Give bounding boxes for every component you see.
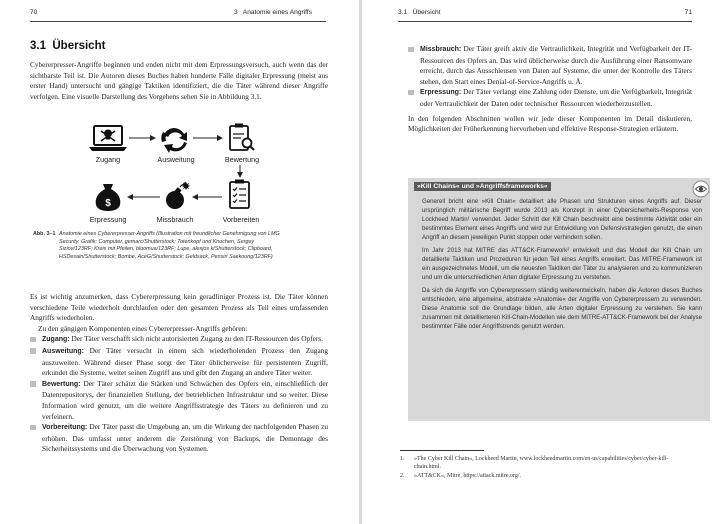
- bullet-text: Der Täter verlangt eine Zahlung oder Dienste, um die Verfügbarkeit, Integrität oder Vertraulichkeit der Daten oder technischer Ressourcen wiederherzustellen.: [420, 87, 693, 108]
- bullet-term: Zugang:: [42, 336, 70, 344]
- diagram-label-zugang: Zugang: [95, 155, 121, 164]
- bullet-item-erpressung: [408, 87, 692, 109]
- bullet-square-icon: [30, 348, 36, 354]
- info-box-title: »Kill Chains« und »Angriffsframeworks«: [414, 182, 551, 191]
- svg-text:$: $: [105, 198, 111, 209]
- footnote-text: »ATT&CK«, Mitre, https://attack.mitre.org/.: [414, 472, 522, 479]
- diagram-label-missbrauch: Missbrauch: [156, 215, 194, 224]
- info-box-paragraph: Im Jahr 2013 hat MITRE das ATT&CK-Framework² entwickelt und das Modell der Kill Chain um detaillierte Taktiken und Prozeduren für jeden Teil eines Angriffs erweitert. Das MITRE-Framework ist ein ausgezeichnetes Modell, um die neuesten Taktiken der Täter zu analysieren und zu kommunizieren und um die unterschiedlichen Arten digitaler Erpressung zu verstehen.: [422, 247, 702, 281]
- left-page: [0, 0, 359, 524]
- bullet-square-icon: [30, 381, 36, 387]
- paragraph: In den folgenden Abschnitten wollen wir jede dieser Komponenten im Detail diskutieren, Möglichkeiten der Früherkennung hervorheben und effektive Response-Strategien erläutern.: [408, 113, 692, 134]
- checklist-icon: [230, 180, 249, 209]
- diagram-label-erpressung: Erpressung: [89, 215, 127, 224]
- body-column-right-upper: [408, 44, 692, 135]
- bullet-term: Bewertung:: [42, 380, 81, 388]
- footnote-text: »The Cyber Kill Chain«, Lockheed Martin, www.lockheedmartin.com/en-us/capabilities/cyber/cyber-kill-chain.html.: [414, 456, 669, 471]
- figure-number: Abb. 3–1: [33, 231, 56, 237]
- footnote-number: 1.: [400, 456, 405, 462]
- bullet-text: Der Täter greift aktiv die Vertraulichkeit, Integrität und Verfügbarkeit der IT-Ressourcen des Opfers an. Das wird üblicherweise durch die Ausführung einer Ransomware erreicht, durch das Ausschleusen von Daten auf Systeme, die unter der Kontrolle des Täters stehen, den Start eines Denial-of-Service-Angriffs u. Ä.: [420, 44, 692, 86]
- page-number: 70: [30, 9, 38, 16]
- bullet-text: Der Täter passt die Umgebung an, um die Wirkung der nachfolgenden Phasen zu erhöhen. Das umfasst unter anderem die Zerstörung von Backups, die Demontage des Sicherheitssystems und die Überwachung von Systemen.: [42, 422, 328, 454]
- figure-caption: [33, 231, 293, 277]
- footnote: [400, 455, 690, 472]
- running-title: 3 Anatomie eines Angriffs: [234, 9, 312, 16]
- eye-icon: [692, 180, 710, 198]
- bullet-text: Der Täter versucht in einem sich wiederholenden Prozess den Zugang auszuweiten. Während dieser Phase sorgt der Täter üblicherweise für persistenten Zugriff, erkundet die Systeme, weitet seinen Zugriff aus und gibt den Zugang an andere Täter weiter.: [42, 345, 328, 378]
- footnotes: [400, 455, 690, 480]
- attack-anatomy-diagram: [80, 120, 280, 220]
- body-column-left-lower: [30, 292, 328, 455]
- info-box-paragraph: Generell bricht eine »Kill Chain« detailliert alle Phasen und Strukturen eines Angriffs auf. Dieser ursprünglich militärische Begriff wurde 2013 als Konzept in einer Cybersicherheits-Response von Lockheed Martin¹ verwendet. Jeder Schritt der Kill Chain beschreibt eine bestimmte Aktivität oder ein bestimmtes Element eines Angriffs und wird zur Entwicklung von Defensivstrategien genutzt, die einen Angriff an diesem jeweiligen Punkt stoppen oder verhindern sollen.: [422, 198, 702, 241]
- bullet-item-ausweitung: [30, 346, 328, 379]
- info-box: [408, 178, 710, 421]
- bullet-item-missbrauch: [408, 44, 692, 87]
- running-head-right: [398, 9, 692, 22]
- running-title: 3.1 Übersicht: [398, 9, 441, 16]
- footnote-rule: [400, 450, 484, 451]
- diagram-label-vorbereiten: Vorbereiten: [222, 215, 260, 224]
- bullet-square-icon: [408, 47, 414, 53]
- bullet-item-zugang: [30, 334, 328, 346]
- diagram-label-ausweitung: Ausweitung: [157, 155, 195, 164]
- bullet-term: Erpressung:: [420, 89, 462, 97]
- money-bag-icon: [96, 184, 121, 211]
- bullet-item-vorbereitung: [30, 422, 328, 455]
- bullet-square-icon: [30, 337, 36, 343]
- laptop-skull-icon: [89, 126, 127, 151]
- bullet-term: Missbrauch:: [420, 46, 462, 53]
- bullet-term: Vorbereitung:: [42, 424, 88, 432]
- clipboard-magnifier-icon: [230, 124, 254, 151]
- bullet-text: Der Täter schätzt die Stärken und Schwächen des Opfers ein, einschließlich der Datenrepositorys, der finanziellen Stellung, der betrieblichen Infrastruktur und so weiter. Diese Information wird genutzt, um die weitere Angriffsstrategie des Täters zu definieren und zu verfeinern.: [42, 378, 328, 421]
- intro-paragraph: Cybererpresser-Angriffe beginnen und enden nicht mit dem Erpressungsversuch, auch wenn das der sichtbarste Teil ist. Die Autoren dieses Buches haben hunderte Fälle digitaler Erpressung (meist aus erster Hand) untersucht und gängige Taktiken identifiziert, die die Täter während dieser Angriffe verfolgen. Eine visuelle Darstellung des Vorgehens sehen Sie in Abbildung 3.1.: [30, 60, 328, 101]
- footnote: [400, 472, 690, 480]
- running-head-left: [30, 9, 326, 22]
- paragraph: Es ist wichtig anzumerken, dass Cybererpressung kein geradliniger Prozess ist. Die Täter können verschiedene Teile wiederholt durchlaufen oder den gesamten Prozess als Teil eines umfassenden Angriffs wiederholen.: [30, 292, 328, 323]
- paragraph: Zu den gängigen Komponenten eines Cybererpresser-Angriffs gehören:: [38, 323, 248, 333]
- info-box-paragraph: Da sich die Angriffe von Cybererpressern ständig weiterentwickeln, haben die Autoren dieses Buches entschieden, eine allgemeine, abstrakte »Anatomie« der Angriffe von Cybererpressern zu verwenden. Diese Anatomie soll die Grundlage bilden, alle Arten digitaler Erpressung zu verstehen. Sie kann zusammen mit detaillierteren Kill-Chain-Modellen wie dem MITRE-ATT&CK-Framework bei der Analyse bestimmter Fälle oder Angriffstrends genutzt werden.: [422, 287, 702, 330]
- bullet-square-icon: [30, 425, 36, 431]
- recycle-arrows-icon: [161, 128, 187, 153]
- footnote-number: 2.: [400, 472, 405, 479]
- right-page: [362, 0, 720, 524]
- diagram-label-bewertung: Bewertung: [224, 155, 260, 164]
- bomb-icon: [166, 182, 190, 209]
- bullet-term: Ausweitung:: [42, 347, 84, 355]
- page-number: 71: [684, 9, 692, 16]
- info-box-content: [422, 198, 702, 336]
- bullet-item-bewertung: [30, 379, 328, 422]
- figure-caption-text: Anatomie eines Cybererpresser-Angriffs (Illustration mit freundlicher Genehmigung von LMG Security. Grafik: Computer, gemarc/Shutterstock; Totenkopf und Knochen, Sergey Siziov/123RF; Kreis mit Pfeilen, bloomua/123RF; Lupe, alexjos k/Shutterstock; Clipboard, HSDesain/Shutterstock; Bombe, AcéG/Shutterstock; Geldsack, Pensiri Saekoung/123RF): [59, 231, 280, 260]
- bullet-square-icon: [408, 90, 414, 96]
- bullet-text: Der Täter verschafft sich nicht autorisierten Zugang zu den IT-Ressourcen des Opfers.: [71, 334, 323, 344]
- section-title: 3.1 Übersicht: [30, 40, 106, 52]
